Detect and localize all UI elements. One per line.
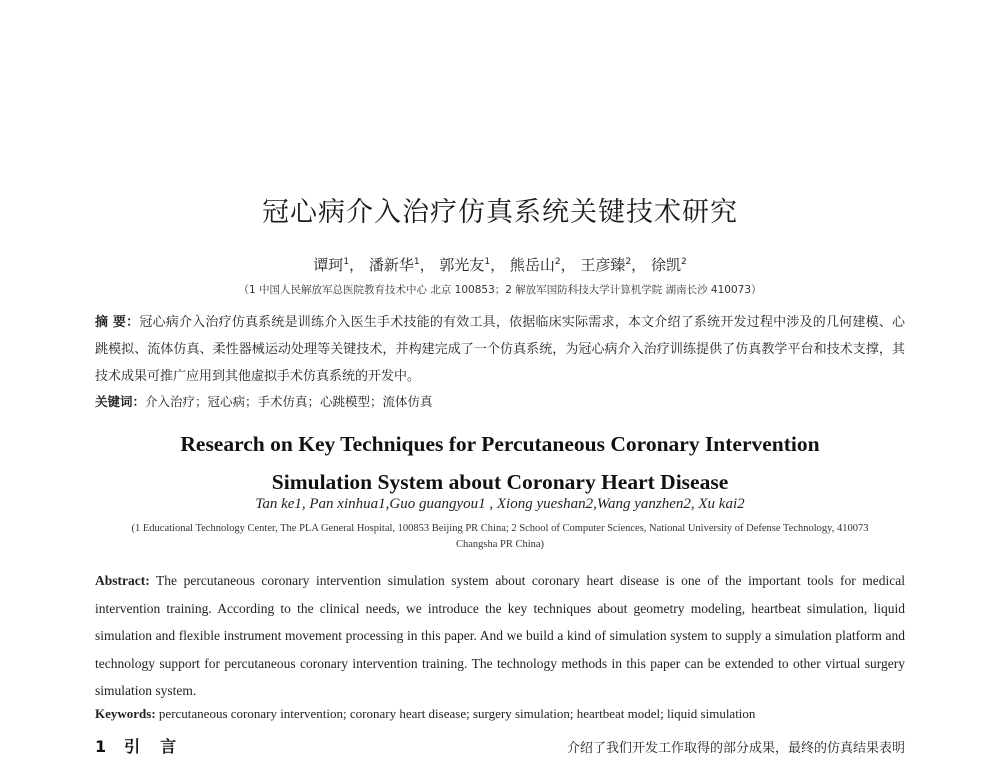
chinese-abstract-text: 冠心病介入治疗仿真系统是训练介入医生手术技能的有效工具，依据临床实际需求，本文介绍了系统开发过程中涉及的几何建模、心跳模拟、流体仿真、柔性器械运动处理等关键技术，并构建完成了一个仿真系统，为冠心病介入治疗训练提供了仿真教学平台和技术支撑，其技术成果可推广应用到其他虚拟手术仿真系统的开发中。 [95, 315, 905, 384]
chinese-abstract-label: 摘 要： [95, 315, 140, 330]
author: 潘新华 [368, 256, 414, 274]
english-keywords [95, 706, 905, 722]
section-heading [95, 734, 196, 757]
chinese-author-list: 谭珂$^1$， 潘新华$^1$， 郭光友$^1$， 熊岳山$^2$， 王彦臻$^2$， 徐凯$^2$ [313, 256, 687, 274]
section-number: 1 [95, 737, 111, 756]
body-text-fragment: 介绍了我们开发工作取得的部分成果，最终的仿真结果表明 [566, 741, 905, 756]
english-abstract-text: The percutaneous coronary intervention simulation system about coronary heart disease is one of the important tools for medical intervention training. According to the clinical needs, we introduce the key techniques about geometry modeling, heartbeat simulation, liquid simulation and flexible instrument movement processing in this paper. And we build a kind of simulation system to supply a simulation platform and technology support for percutaneous coronary intervention training. The technology methods in this paper can be extended to other virtual surgery simulation system. [95, 573, 905, 698]
chinese-keywords-text: 介入治疗；冠心病；手术仿真；心跳模型；流体仿真 [145, 394, 433, 409]
chinese-affiliation: （1 中国人民解放军总医院教育技术中心 北京 100853；2 解放军国防科技大学计算机学院 湖南长沙 410073） [238, 284, 762, 296]
author: 王彦臻 [580, 256, 626, 274]
english-abstract [95, 567, 905, 705]
english-abstract-label: Abstract: [95, 573, 150, 588]
english-title-line-2: Simulation System about Coronary Heart Disease [271, 470, 729, 494]
chinese-title: 冠心病介入治疗仿真系统关键技术研究 [262, 197, 738, 228]
author: 徐凯 [650, 256, 681, 274]
author: 熊岳山 [509, 256, 555, 274]
english-title [0, 425, 1000, 501]
english-authors: Tan ke1, Pan xinhua1,Guo guangyou1 , Xiong yueshan2,Wang yanzhen2, Xu kai2 [255, 496, 745, 512]
author: 谭珂 [313, 256, 344, 274]
chinese-keywords [95, 392, 905, 410]
english-affiliation: (1 Educational Technology Center, The PLA General Hospital, 100853 Beijing PR China; 2 School of Computer Sciences, National University of Defense Technology, 410073 Changsha PR China) [131, 523, 869, 550]
author: 郭光友 [439, 256, 485, 274]
english-keywords-label: Keywords: [95, 706, 156, 721]
chinese-keywords-label: 关键词： [95, 394, 146, 409]
english-keywords-text: percutaneous coronary intervention; coronary heart disease; surgery simulation; heartbeat model; liquid simulation [155, 706, 756, 721]
english-title-line-1: Research on Key Techniques for Percutaneous Coronary Intervention [180, 432, 820, 456]
chinese-abstract [95, 309, 905, 390]
section-title: 引言 [124, 737, 197, 756]
